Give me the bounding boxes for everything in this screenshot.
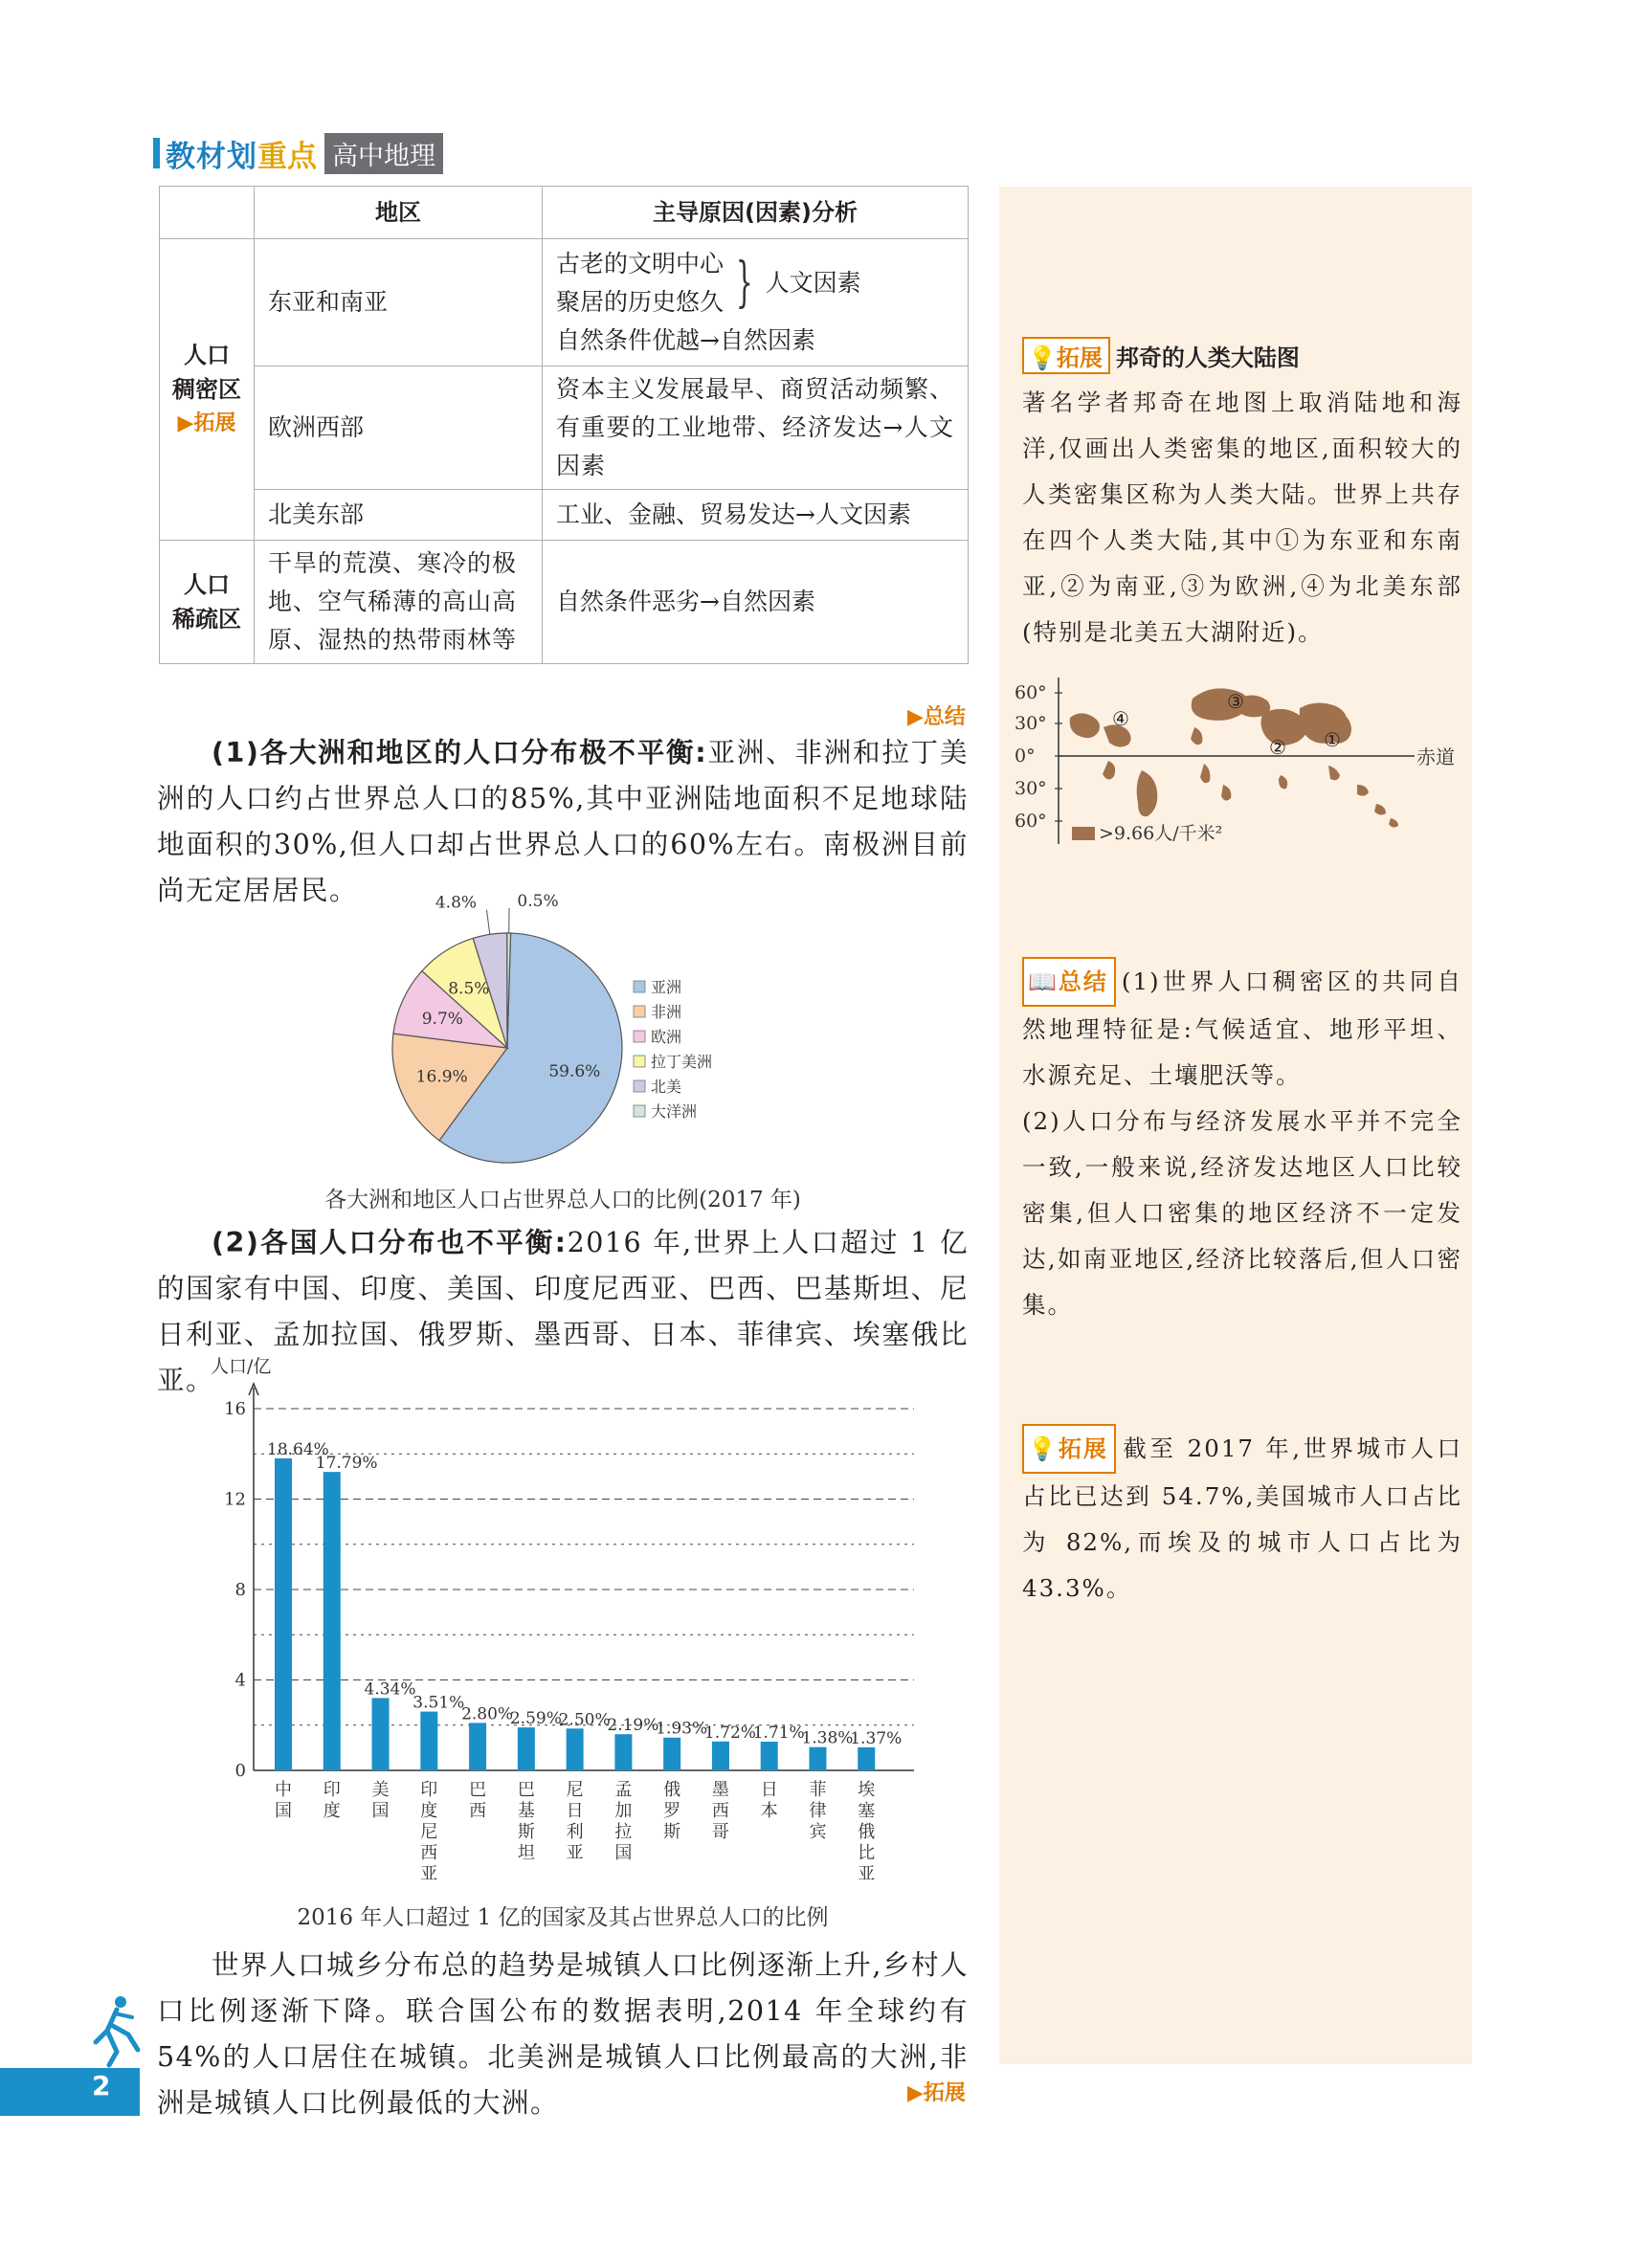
reason-line: 聚居的历史悠久 bbox=[556, 288, 725, 316]
bar-data-label: 18.64% bbox=[267, 1439, 329, 1459]
legend-label: 大洋洲 bbox=[651, 1102, 698, 1121]
table-corner-cell bbox=[160, 187, 255, 239]
bar-2 bbox=[372, 1698, 390, 1770]
brace-icon: } bbox=[735, 252, 753, 314]
expand-tag: ▶拓展 bbox=[177, 411, 236, 435]
paragraph-body: 亚洲、非洲和拉丁美洲的人口约占世界总人口的85%,其中亚洲陆地面积不足地球陆地面积的30%,但人口却占世界总人口的60%左右。南极洲目前尚无定居居民。 bbox=[157, 737, 969, 906]
region-cell: 欧洲西部 bbox=[255, 367, 543, 490]
bar-3 bbox=[420, 1712, 437, 1770]
bar-11 bbox=[809, 1747, 826, 1770]
legend-swatch bbox=[1072, 827, 1095, 840]
region-cell: 干旱的荒漠、寒冷的极地、空气稀薄的高山高原、湿热的热带雨林等 bbox=[255, 541, 543, 664]
bar-9 bbox=[712, 1742, 729, 1770]
bar-data-label: 1.37% bbox=[850, 1728, 903, 1748]
group-label: 稠密区 bbox=[172, 376, 241, 403]
legend-label: 亚洲 bbox=[651, 978, 682, 996]
bar-data-label: 2.59% bbox=[509, 1709, 562, 1729]
pie-value-label: 4.8% bbox=[435, 893, 478, 913]
col-header-region: 地区 bbox=[255, 187, 543, 239]
summary-point-1: (1)世界人口稠密区的共同自然地理特征是:气候适宜、地形平坦、水源充足、土壤肥沃等。 bbox=[1022, 967, 1462, 1089]
pie-value-label: 16.9% bbox=[415, 1067, 468, 1087]
bar-data-label: 2.80% bbox=[461, 1704, 514, 1724]
reason-cell: 自然条件恶劣→自然因素 bbox=[543, 541, 969, 664]
bar-data-label: 1.71% bbox=[752, 1723, 805, 1743]
map-marker: ④ bbox=[1112, 707, 1129, 730]
reason-line: 古老的文明中心 bbox=[556, 250, 725, 278]
bar-data-label: 4.34% bbox=[364, 1679, 416, 1700]
latitude-label: 0° bbox=[1015, 745, 1036, 767]
pie-chart bbox=[383, 892, 747, 1172]
expand-badge bbox=[1022, 1424, 1116, 1474]
pie-value-label: 9.7% bbox=[421, 1010, 463, 1030]
legend-label: 非洲 bbox=[651, 1003, 682, 1021]
sidebar-box-summary bbox=[1022, 957, 1462, 1328]
bar-6 bbox=[567, 1728, 584, 1770]
legend-swatch bbox=[634, 1105, 645, 1117]
summary-tag: ▶总结 bbox=[907, 705, 966, 729]
bar-4 bbox=[469, 1723, 486, 1770]
population-region-table bbox=[159, 186, 969, 664]
bar-data-label: 1.93% bbox=[656, 1719, 708, 1739]
reason-cell: 资本主义发展最早、商贸活动频繁、有重要的工业地带、经济发达→人文因素 bbox=[543, 367, 969, 490]
latitude-label: 30° bbox=[1015, 713, 1047, 734]
bar-10 bbox=[761, 1742, 778, 1770]
x-tick-label: 墨西哥 bbox=[711, 1780, 729, 1842]
equator-label: 赤道 bbox=[1416, 745, 1455, 768]
latitude-label: 60° bbox=[1015, 811, 1047, 832]
region-cell: 北美东部 bbox=[255, 490, 543, 541]
paragraph-lead: (2)各国人口分布也不平衡: bbox=[212, 1227, 568, 1258]
y-tick-label: 16 bbox=[224, 1399, 246, 1419]
sidebar-box-urban bbox=[1022, 1424, 1462, 1612]
group-label: 人口 bbox=[184, 571, 230, 598]
region-cell: 东亚和南亚 bbox=[255, 239, 543, 367]
y-axis-label: 人口/亿 bbox=[211, 1356, 272, 1377]
map-marker: ③ bbox=[1227, 690, 1244, 713]
bar-12 bbox=[858, 1747, 875, 1770]
bar-7 bbox=[614, 1734, 632, 1770]
bar-data-label: 2.19% bbox=[607, 1716, 659, 1736]
table-row bbox=[160, 490, 969, 541]
box-title: 邦奇的人类大陆图 bbox=[1115, 345, 1300, 371]
reason-line: 自然条件优越→自然因素 bbox=[556, 326, 815, 354]
table-row bbox=[160, 367, 969, 490]
y-tick-label: 4 bbox=[234, 1670, 246, 1691]
badge-label: 总结 bbox=[1058, 968, 1108, 995]
table-header-row bbox=[160, 187, 969, 239]
legend-swatch bbox=[634, 1080, 645, 1092]
map-marker: ② bbox=[1269, 736, 1286, 759]
bar-0 bbox=[275, 1458, 292, 1770]
box-text: 著名学者邦奇在地图上取消陆地和海洋,仅画出人类密集的地区,面积较大的人类密集区称为人类大陆。世界上共存在四个人类大陆,其中①为东亚和东南亚,②为南亚,③为欧洲,④为北美东部(特别是北美五大湖附近)。 bbox=[1022, 389, 1462, 646]
lightbulb-icon: 💡 bbox=[1028, 345, 1057, 371]
pie-caption: 各大洲和地区人口占世界总人口的比例(2017 年) bbox=[324, 1188, 801, 1212]
box-heading bbox=[1022, 337, 1462, 374]
bar-data-label: 3.51% bbox=[413, 1693, 465, 1713]
bar-data-label: 17.79% bbox=[315, 1454, 378, 1474]
map-legend: >9.66人/千米² bbox=[1099, 823, 1223, 844]
x-tick-label: 印度尼西亚 bbox=[420, 1780, 438, 1884]
page-number-bar bbox=[0, 2068, 140, 2116]
x-tick-label: 巴基斯坦 bbox=[517, 1780, 535, 1863]
header-accent-bar bbox=[153, 138, 160, 168]
urban-text: 截至 2017 年,世界城市人口占比已达到 54.7%,美国城市人口占比为 82%,而埃及的城市人口占比为 43.3%。 bbox=[1022, 1434, 1462, 1602]
pie-value-label: 0.5% bbox=[517, 892, 559, 912]
y-tick-label: 12 bbox=[224, 1489, 246, 1510]
reason-cell: 工业、金融、贸易发达→人文因素 bbox=[543, 490, 969, 541]
x-tick-label: 中国 bbox=[275, 1780, 292, 1821]
bar-8 bbox=[663, 1738, 680, 1770]
bar-1 bbox=[323, 1472, 341, 1770]
page-header bbox=[153, 134, 443, 172]
x-tick-label: 孟加拉国 bbox=[614, 1780, 633, 1863]
expand-badge bbox=[1022, 337, 1110, 374]
legend-swatch bbox=[634, 981, 645, 992]
expand-tag: ▶拓展 bbox=[907, 2081, 966, 2105]
pie-value-label: 8.5% bbox=[448, 979, 490, 999]
paragraph-continents bbox=[157, 730, 969, 914]
paragraph-urbanization: 世界人口城乡分布总的趋势是城镇人口比例逐渐上升,乡村人口比例逐渐下降。联合国公布的数据表明,2014 年全球约有 54%的人口居住在城镇。北美洲是城镇人口比例最高的大洲,非洲是城镇人口比例最低的大洲。 bbox=[157, 1949, 969, 2119]
x-tick-label: 印度 bbox=[323, 1780, 341, 1821]
box-text bbox=[1022, 1424, 1462, 1612]
y-tick-label: 8 bbox=[234, 1580, 246, 1600]
x-tick-label: 俄罗斯 bbox=[663, 1780, 681, 1842]
legend-swatch bbox=[634, 1031, 645, 1042]
bar-chart bbox=[191, 1349, 938, 1895]
header-brand: 教材划 bbox=[166, 139, 257, 174]
lightbulb-icon: 💡 bbox=[1028, 1435, 1059, 1462]
header-subject: 高中地理 bbox=[324, 133, 443, 174]
x-tick-label: 日本 bbox=[760, 1780, 778, 1821]
box-text bbox=[1022, 957, 1462, 1099]
col-header-reason: 主导原因(因素)分析 bbox=[543, 187, 969, 239]
legend-label: 北美 bbox=[651, 1078, 682, 1096]
y-tick-label: 0 bbox=[234, 1761, 246, 1781]
table-row bbox=[160, 239, 969, 367]
summary-point-2: (2)人口分布与经济发展水平并不完全一致,一般来说,经济发达地区人口比较密集,但人口密集的地区经济不一定发达,如南亚地区,经济比较落后,但人口密集。 bbox=[1022, 1107, 1462, 1319]
bunge-human-continents-map bbox=[1013, 670, 1462, 852]
legend-swatch bbox=[634, 1056, 645, 1067]
paragraph-body: 2016 年,世界上人口超过 1 亿的国家有中国、印度、美国、印度尼西亚、巴西、巴基斯坦、尼日利亚、孟加拉国、俄罗斯、墨西哥、日本、菲律宾、埃塞俄比亚。 bbox=[157, 1227, 969, 1396]
map-marker: ① bbox=[1324, 728, 1341, 751]
brace-group bbox=[556, 245, 954, 322]
pie-value-label: 59.6% bbox=[548, 1062, 601, 1082]
bar-5 bbox=[518, 1727, 535, 1770]
badge-label: 拓展 bbox=[1056, 345, 1103, 371]
latitude-label: 30° bbox=[1015, 778, 1047, 799]
x-tick-label: 埃塞俄比亚 bbox=[858, 1780, 876, 1884]
dense-group-cell bbox=[160, 239, 255, 541]
bar-caption: 2016 年人口超过 1 亿的国家及其占世界总人口的比例 bbox=[297, 1905, 829, 1930]
summary-badge bbox=[1022, 957, 1116, 1007]
sidebar-box-bunge bbox=[1022, 337, 1462, 656]
legend-label: 拉丁美洲 bbox=[651, 1053, 713, 1071]
x-tick-label: 菲律宾 bbox=[809, 1780, 827, 1842]
x-tick-label: 美国 bbox=[371, 1780, 390, 1821]
sparse-group-cell bbox=[160, 541, 255, 664]
group-label: 人口 bbox=[184, 342, 230, 368]
legend-label: 欧洲 bbox=[651, 1028, 682, 1046]
table-row bbox=[160, 541, 969, 664]
group-label: 稀疏区 bbox=[172, 606, 241, 633]
runner-figure-icon bbox=[88, 1992, 145, 2069]
bar-data-label: 1.38% bbox=[801, 1728, 854, 1748]
latitude-label: 60° bbox=[1015, 682, 1047, 703]
brace-label: 人文因素 bbox=[765, 269, 861, 297]
pie-leader-line bbox=[486, 910, 489, 935]
book-icon: 📖 bbox=[1028, 968, 1059, 995]
bar-data-label: 2.50% bbox=[558, 1710, 611, 1730]
page-number: 2 bbox=[92, 2070, 111, 2101]
legend-swatch bbox=[634, 1006, 645, 1017]
x-tick-label: 尼日利亚 bbox=[566, 1780, 584, 1863]
badge-label: 拓展 bbox=[1058, 1435, 1108, 1462]
bar-data-label: 1.72% bbox=[703, 1723, 756, 1743]
reason-cell bbox=[543, 239, 969, 367]
paragraph-lead: (1)各大洲和地区的人口分布极不平衡: bbox=[212, 737, 708, 768]
x-tick-label: 巴西 bbox=[469, 1780, 487, 1821]
header-brand-highlight: 重点 bbox=[257, 139, 317, 174]
